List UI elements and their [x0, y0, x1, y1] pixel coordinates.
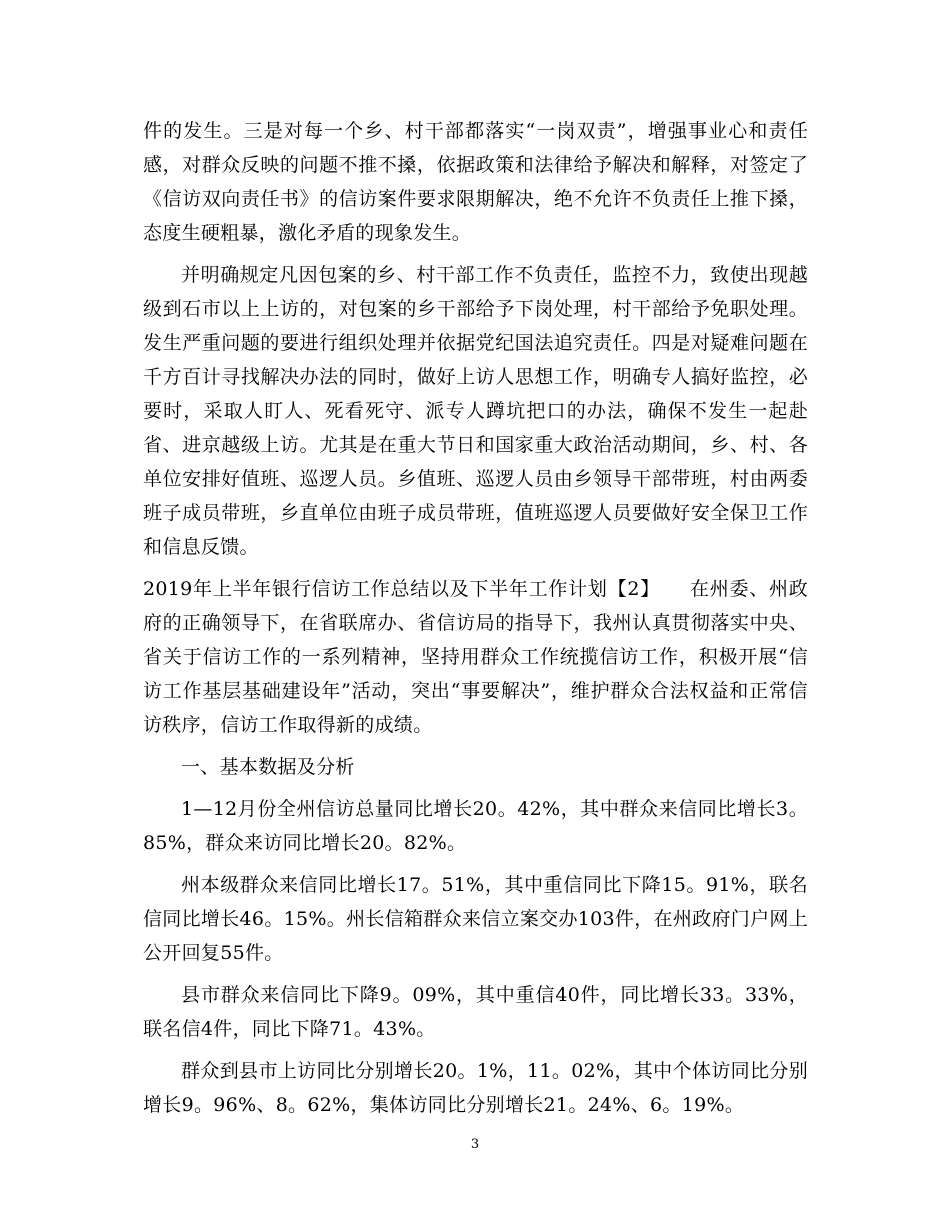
paragraph-6: 州本级群众来信同比增长17。51%，其中重信同比下降15。91%，联名信同比增长46。15%。州长信箱群众来信立案交办103件，在州政府门户网上公开回复55件。	[143, 874, 808, 964]
paragraph-5: 1—12月份全州信访总量同比增长20。42%，其中群众来信同比增长3。85%，群众来访同比增长20。82%。	[143, 798, 808, 854]
section-heading: 一、基本数据及分析	[181, 756, 355, 778]
document-body	[143, 114, 808, 1122]
paragraph-3: 2019年上半年银行信访工作总结以及下半年工作计划【2】 在州委、州政府的正确领导下，在省联席办、省信访局的指导下，我州认真贯彻落实中央、省关于信访工作的一系列精神，坚持用群众工作统揽信访工作，积极开展“信访工作基层基础建设年”活动，突出“事要解决”，维护群众合法权益和正常信访秩序，信访工作取得新的成绩。	[143, 578, 808, 736]
paragraph-8: 群众到县市上访同比分别增长20。1%，11。02%，其中个体访同比分别增长9。96%、8。62%，集体访同比分别增长21。24%、6。19%。	[143, 1060, 808, 1116]
page-number: 3	[470, 1137, 480, 1152]
paragraph-1: 件的发生。三是对每一个乡、村干部都落实“一岗双责”，增强事业心和责任感，对群众反映的问题不推不搡，依据政策和法律给予解决和解释，对签定了《信访双向责任书》的信访案件要求限期解决，绝不允许不负责任上推下搡，态度生硬粗暴，激化矛盾的现象发生。	[143, 120, 808, 244]
paragraph-2: 并明确规定凡因包案的乡、村干部工作不负责任，监控不力，致使出现越级到石市以上上访的，对包案的乡干部给予下岗处理，村干部给予免职处理。发生严重问题的要进行组织处理并依据党纪国法追究责任。四是对疑难问题在千方百计寻找解决办法的同时，做好上访人思想工作，明确专人搞好监控，必要时，采取人盯人、死看死守、派专人蹲坑把口的办法，确保不发生一起赴省、进京越级上访。尤其是在重大节日和国家重大政治活动期间，乡、村、各单位安排好值班、巡逻人员。乡值班、巡逻人员由乡领导干部带班，村由两委班子成员带班，乡直单位由班子成员带班，值班巡逻人员要做好安全保卫工作和信息反馈。	[143, 264, 808, 558]
paragraph-7: 县市群众来信同比下降9。09%，其中重信40件，同比增长33。33%，联名信4件，同比下降71。43%。	[143, 984, 808, 1040]
